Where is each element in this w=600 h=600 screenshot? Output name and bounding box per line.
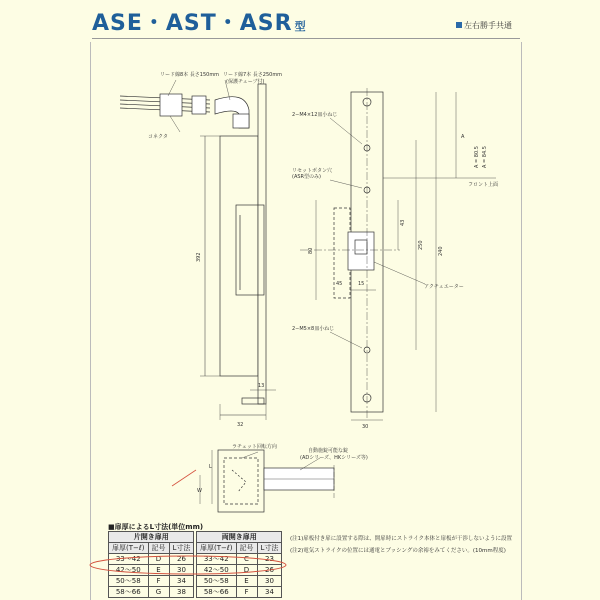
table-row: 42〜50 D 26 — [197, 565, 282, 576]
label-front-top: フロント上面 — [468, 182, 499, 188]
double-door-table — [196, 531, 282, 598]
table-head: 片開き扉用 — [109, 532, 194, 543]
label-actuator: アクチュエーター — [424, 284, 464, 290]
dim-a-formula-2: A = 84.5 — [482, 146, 488, 168]
dim-392: 392 — [196, 252, 202, 262]
col-header: L寸法 — [169, 543, 194, 554]
label-screw-top: 2−M4×12皿小ねじ — [292, 112, 338, 118]
dim-a: A — [461, 134, 465, 140]
dim-a-formula-1: A = 80.5 — [474, 146, 480, 168]
dim-l: L — [209, 464, 212, 470]
label-ratchet: ラチェット回転方向 — [232, 444, 277, 450]
dim-250: 250 — [418, 240, 424, 250]
col-header: 扉厚(T−ℓ) — [109, 543, 149, 554]
dim-32: 32 — [237, 422, 244, 428]
front-plate-side — [258, 84, 266, 404]
dim-45: 45 — [336, 281, 343, 287]
label-lock-series: (ADシリーズ、HKシリーズ等) — [300, 455, 368, 461]
dim-w: W — [197, 488, 202, 494]
col-header: 扉厚(T−ℓ) — [197, 543, 237, 554]
table-row: 33〜42 D 26 — [109, 554, 194, 565]
label-connector: コネクタ — [148, 134, 168, 140]
label-screw-bottom: 2−M5×8皿小ねじ — [292, 326, 335, 332]
note-1: (注1)扉板付き扉に設置する際は、開扉時にストライク本体と扉板が干渉しないように設置 — [290, 536, 513, 542]
table-row: 50〜58 E 30 — [197, 576, 282, 587]
label-lead-wire-7: リード線7本 長さ250mm — [223, 72, 283, 78]
connector-block — [160, 94, 182, 116]
strike-body-side — [220, 136, 258, 376]
note-2: (注2)電気ストライクの位置には通電とブッシングの余裕をみてください。(10mm程度) — [290, 548, 506, 554]
label-lead-wire-8: リード線8本 長さ150mm — [160, 72, 220, 78]
page-title: ASE・AST・ASR 型 — [92, 11, 307, 36]
top-note: 左右勝手共通 — [456, 20, 512, 31]
table-row: 58〜66 G 38 — [109, 587, 194, 598]
dim-13: 13 — [258, 383, 265, 389]
single-door-table — [108, 531, 194, 598]
label-protective-tube: (保護チューブ付) — [226, 79, 265, 85]
table-row: 50〜58 F 34 — [109, 576, 194, 587]
dim-30: 30 — [362, 424, 369, 430]
table-head: 両開き扉用 — [197, 532, 282, 543]
table-row: 33〜42 C 23 — [197, 554, 282, 565]
label-asr-only: (ASR型のみ) — [292, 174, 321, 180]
strike-bottom-view — [218, 450, 264, 512]
highlight-arrow — [172, 470, 196, 486]
col-header: L寸法 — [257, 543, 282, 554]
notes — [290, 533, 515, 557]
dim-15: 15 — [358, 281, 365, 287]
col-header: 記号 — [236, 543, 257, 554]
actuator-front — [348, 232, 374, 270]
dim-240: 240 — [438, 246, 444, 256]
table-row: 42〜50 E 30 — [109, 565, 194, 576]
label-reset-button: リセットボタン穴 — [292, 168, 332, 174]
label-auto-lock: 自動施錠可能な錠 — [308, 448, 349, 454]
dim-43: 43 — [400, 219, 406, 226]
table-row: 58〜66 F 34 — [197, 587, 282, 598]
col-header: 記号 — [148, 543, 169, 554]
dim-80: 80 — [308, 247, 314, 254]
table-title: ■扉厚によるL寸法(単位mm) — [108, 523, 204, 531]
